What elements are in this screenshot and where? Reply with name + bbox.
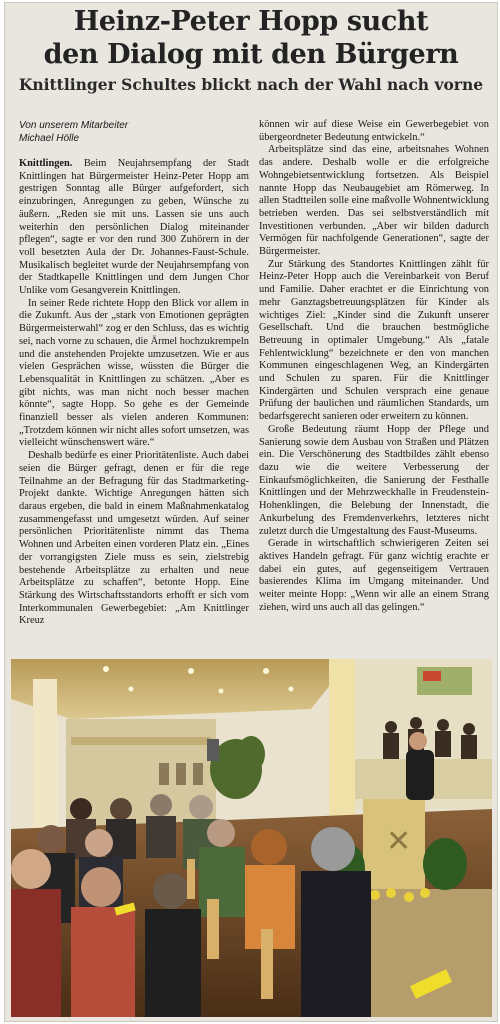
speaker-head	[409, 732, 427, 750]
article-paragraph: Deshalb bedürfe es einer Prioritätenliste. Auch dabei seien die Bürger gefragt, denen er für die rege Teilnahme an der Befragung für das Stadtmarketing-Projekt dankte. Wichtige Anregungen hätten sich daraus ergeben, die bald in einem Maßnahmenkatalog zusammengefasst und umgesetzt würden. Auf seiner persönlichen Prioritätenliste nimmt das Thema Wohnen und Arbeiten einen vorderen Platz ein. „Eines der vorrangigsten Ziele muss es sein, zielstrebig bestehende Arbeitsplätze zu erhalten und neue Arbeitsplätze zu schaffen“, betonte Hopp. Eine Stärkung des Wirtschaftsstandorts erhofft er sich vom Interkommunalen Gewerbegebiet: „Am Knittlinger Kreuz	[19, 450, 249, 627]
x-emblem-icon: ✕	[386, 824, 412, 859]
headline-line-1: Heinz-Peter Hopp sucht	[73, 6, 429, 37]
photo-windows	[159, 763, 203, 785]
article-paragraph: Zur Stärkung des Standortes Knittlingen zählt für Heinz-Peter Hopp auch die Vereinbarkeit von Beruf und Familie. Daher erachtet er die Einrichtung von mehr Ganztagsbetreuungsplätzen für Kinder als wichtiges Ziel: „Kinder sind die Zukunft unserer Gesellschaft. Und die brauchen bestmögliche Betreuung in optimaler Umgebung.“ Als „fatale Fehlentwicklung“ bezeichnete er den von manchen Kommunen eingeschlagenen Weg, an Kindergärten und Schulen zu sparen. Für die Knittlinger Kindergärten und Schulen versprach eine genaue Prüfung der baulichen und räumlichen Standards, um bedarfsgerecht sanieren oder erweitern zu können.	[259, 258, 489, 423]
headline	[5, 5, 497, 71]
article-paragraph	[19, 158, 249, 298]
subheadline: Knittlinger Schultes blickt nach der Wahl nach vorne	[18, 75, 484, 94]
byline-role: Von unserem Mitarbeiter	[19, 120, 129, 131]
article-column-right	[259, 119, 489, 654]
speaker-body	[406, 750, 434, 800]
article-paragraph: können wir auf diese Weise ein Gewerbegebiet von übergeordneter Bedeutung entwickeln.“	[259, 119, 489, 143]
article-paragraph: Große Bedeutung räumt Hopp der Pflege und Sanierung sowie dem Ausbau von Straßen und Plätzen ein. Die Verschönerung des Stadtbildes zählt ebenso dazu wie die weitere Verbesserung der Einkaufsmöglichkeiten, die Sanierung der Festhalle Knittlingen und der Mehrzweckhalle in Freudenstein-Hohenklingen, die Belebung der Innenstadt, die Ankurbelung des Fremdenverkehrs, letzteres nicht zuletzt durch die Umgestaltung des Faust-Museums.	[259, 423, 489, 537]
article-paragraph: Gerade in wirtschaftlich schwierigeren Zeiten sei aktives Handeln gefragt. Für ganz wichtig erachte er dabei ein gutes, auf gegenseitigem Vertrauen basierendes Klima im Umgang miteinander. Und weiter meinte Hopp: „Wenn wir alle an einem Strang ziehen, wird uns auch all das gelingen.“	[259, 538, 489, 613]
headline-line-2: den Dialog mit den Bürgern	[43, 39, 459, 70]
event-photo	[11, 659, 492, 1017]
article-body	[19, 119, 489, 654]
article-paragraph: Arbeitsplätze sind das eine, arbeitsnahes Wohnen das andere. Deshalb wolle er die erfolgreiche Wohngebietsentwicklung fortsetzen. Als Beispiel nannte Hopp das Neubaugebiet am Römerweg. In allen Stadtteilen solle eine maßvolle Wohnentwicklung betrieben werden. Das sei selbstverständlich mit Investitionen verbunden. „Aber wir bilden dadurch Vermögen für nachfolgende Generationen“, sagte der Bürgermeister.	[259, 144, 489, 258]
byline	[19, 119, 249, 145]
paragraph-text: Beim Neujahrsempfang der Stadt Knittlingen hat Bürgermeister Heinz-Peter Hopp am gestrigen Sonntag alle Bürger aufgefordert, sich einzubringen, Anregungen zu geben, Wünsche zu äußern. „Reden sie mit uns. Lassen sie uns auch weiterhin den persönlichen Dialog miteinander pflegen“, sagte er vor den rund 300 Zuhörern in der voll besetzten Aula der Dr. Johannes-Faust-Schule. Musikalisch begleitet wurde der Neujahrsempfang von der Stadtkapelle Knittlingen und dem Jungen Chor Unlike vom Gesangverein Knittlingen.	[19, 158, 249, 297]
newspaper-clipping	[4, 2, 498, 1022]
byline-author: Michael Hölle	[19, 133, 80, 144]
photo-illustration	[11, 659, 492, 1017]
article-paragraph: In seiner Rede richtete Hopp den Blick vor allem in die Zukunft. Aus der „stark von Emotionen geprägten Bürgermeisterwahl“ zog er den Schluss, das es wichtig sei, nach vorne zu schauen, die Ärmel hochzukrempeln und die anstehenden Projekte umzusetzen. Wie er aus vielen Gesprächen wisse, wüssten die Bürger die Lebensqualität in Knittlingen zu schätzen. „Aber es gibt nichts, was man nicht noch besser machen könnte“, sagte Hopp. So gehe es der Gemeinde finanziell besser als vielen anderen Kommunen: „Trotzdem können wir nicht alles sofort umsetzen, was vielleicht wünschenswert wäre.“	[19, 297, 249, 449]
dateline: Knittlingen.	[19, 158, 73, 169]
article-column-left	[19, 119, 249, 654]
